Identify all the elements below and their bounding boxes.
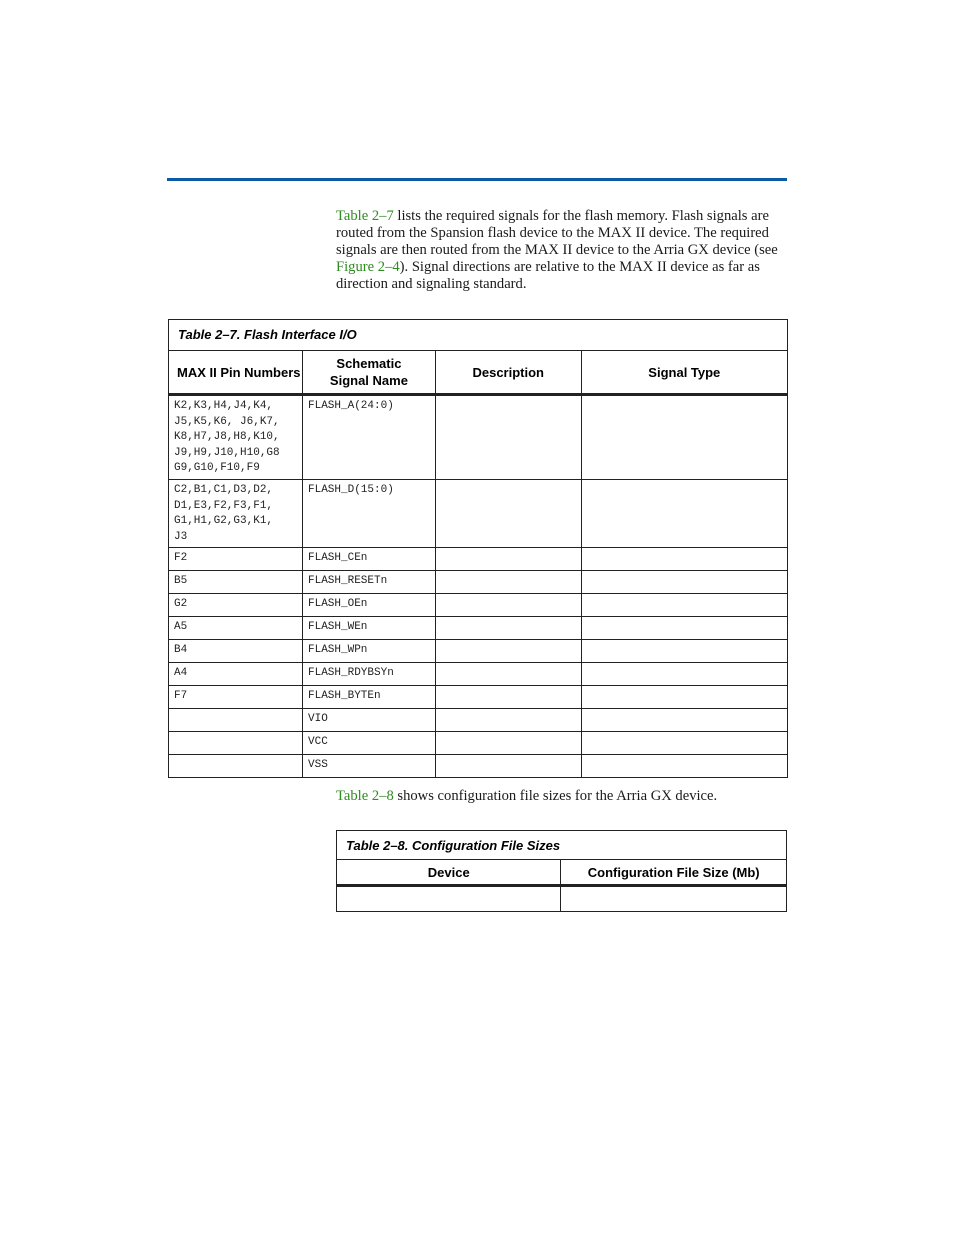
config-file-sizes-table — [336, 830, 787, 912]
pin-cell: F7 — [169, 686, 303, 709]
signal-cell: FLASH_WPn — [303, 640, 436, 663]
signal-cell: VCC — [303, 732, 436, 755]
description-cell — [435, 709, 581, 732]
type-cell — [581, 548, 787, 571]
pin-cell: K2,K3,H4,J4,K4, J5,K5,K6, J6,K7, K8,H7,J8,H8,K10, J9,H9,J10,H10,G8 G9,G10,F10,F9 — [169, 395, 303, 480]
table-row — [169, 395, 788, 480]
table-row — [169, 571, 788, 594]
header-signal-name: Schematic Signal Name — [303, 351, 436, 395]
pin-cell: G2 — [169, 594, 303, 617]
table-row — [169, 594, 788, 617]
type-cell — [581, 686, 787, 709]
pin-cell: F2 — [169, 548, 303, 571]
signal-cell: FLASH_BYTEn — [303, 686, 436, 709]
table-caption: Table 2–8. Configuration File Sizes — [337, 831, 787, 860]
table-row — [169, 663, 788, 686]
pin-cell — [169, 732, 303, 755]
type-cell — [581, 709, 787, 732]
table-caption: Table 2–7. Flash Interface I/O — [169, 320, 788, 351]
type-cell — [581, 640, 787, 663]
figure-2-4-link[interactable]: Figure 2–4 — [336, 259, 400, 275]
table-row — [169, 732, 788, 755]
signal-cell: FLASH_D(15:0) — [303, 480, 436, 548]
intro-text-1: lists the required signals for the flash memory. Flash signals are routed from the Spansion flash device to the MAX II device. The required signals are then routed from the MAX II device to the Arria GX device (see — [336, 208, 778, 258]
description-cell — [435, 617, 581, 640]
table-row — [337, 886, 787, 912]
header-signal-type: Signal Type — [581, 351, 787, 395]
signal-cell: FLASH_A(24:0) — [303, 395, 436, 480]
pin-cell: B4 — [169, 640, 303, 663]
table-row — [169, 709, 788, 732]
pin-cell — [169, 755, 303, 778]
type-cell — [581, 571, 787, 594]
second-paragraph — [336, 788, 787, 805]
table-row — [169, 686, 788, 709]
type-cell — [581, 663, 787, 686]
table-row — [169, 755, 788, 778]
size-cell — [561, 886, 787, 912]
type-cell — [581, 480, 787, 548]
header-pin-numbers: MAX II Pin Numbers — [169, 351, 303, 395]
flash-interface-table — [168, 319, 788, 778]
table-row — [169, 617, 788, 640]
type-cell — [581, 594, 787, 617]
table-2-7-link[interactable]: Table 2–7 — [336, 208, 394, 224]
description-cell — [435, 395, 581, 480]
description-cell — [435, 732, 581, 755]
intro-text-2: ). Signal directions are relative to the MAX II device as far as direction and signaling standard. — [336, 259, 760, 292]
pin-cell — [169, 709, 303, 732]
header-description: Description — [435, 351, 581, 395]
header-device: Device — [337, 860, 561, 886]
table-row — [169, 548, 788, 571]
table-row — [169, 640, 788, 663]
description-cell — [435, 663, 581, 686]
description-cell — [435, 594, 581, 617]
pin-cell: C2,B1,C1,D3,D2, D1,E3,F2,F3,F1, G1,H1,G2,G3,K1, J3 — [169, 480, 303, 548]
description-cell — [435, 480, 581, 548]
description-cell — [435, 548, 581, 571]
header-config-file-size: Configuration File Size (Mb) — [561, 860, 787, 886]
device-cell — [337, 886, 561, 912]
signal-cell: FLASH_WEn — [303, 617, 436, 640]
description-cell — [435, 571, 581, 594]
type-cell — [581, 755, 787, 778]
header-rule — [167, 178, 787, 181]
description-cell — [435, 686, 581, 709]
type-cell — [581, 617, 787, 640]
signal-cell: FLASH_CEn — [303, 548, 436, 571]
second-text: shows configuration file sizes for the Arria GX device. — [393, 788, 718, 804]
table-row — [169, 480, 788, 548]
signal-cell: FLASH_RESETn — [303, 571, 436, 594]
intro-paragraph — [336, 208, 787, 293]
pin-cell: B5 — [169, 571, 303, 594]
signal-cell: FLASH_RDYBSYn — [303, 663, 436, 686]
pin-cell: A5 — [169, 617, 303, 640]
description-cell — [435, 640, 581, 663]
type-cell — [581, 732, 787, 755]
signal-cell: FLASH_OEn — [303, 594, 436, 617]
signal-cell: VIO — [303, 709, 436, 732]
pin-cell: A4 — [169, 663, 303, 686]
type-cell — [581, 395, 787, 480]
signal-cell: VSS — [303, 755, 436, 778]
description-cell — [435, 755, 581, 778]
table-2-8-link[interactable]: Table 2–8 — [336, 788, 394, 804]
